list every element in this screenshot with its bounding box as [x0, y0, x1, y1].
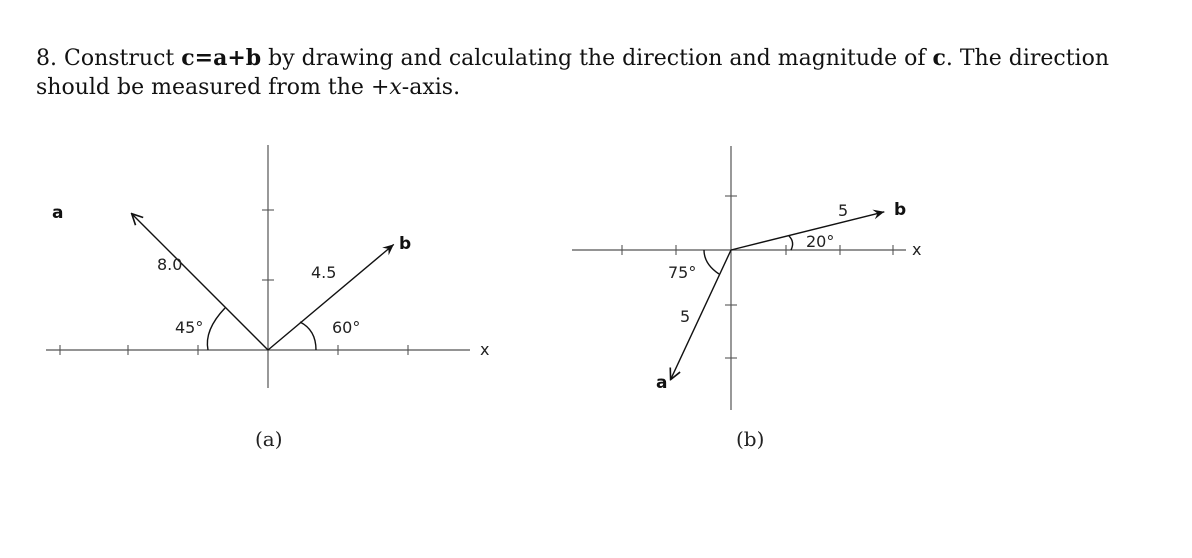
diagram-b-magnitude-b: 5: [838, 201, 849, 220]
equation-c: c=a+b: [181, 45, 262, 71]
problem-text-4: -axis.: [401, 75, 461, 100]
problem-text-3: . The direction should be measured from the: [36, 46, 1109, 100]
problem-number: 8.: [36, 46, 57, 71]
problem-text-2: by drawing and calculating the direction and magnitude of: [268, 46, 926, 71]
diagram-a-angle-arc-a: [207, 308, 225, 350]
vector-c-ref: c: [932, 45, 946, 71]
diagram-b-angle-arc-b: [789, 236, 793, 250]
plus-x: +x: [370, 75, 402, 100]
diagram-a-label-b: b: [399, 234, 412, 254]
diagram-a-angle-a: 45°: [175, 318, 204, 337]
diagram-a-vector-b: [268, 244, 394, 350]
diagram-b-caption: (b): [736, 427, 765, 451]
diagram-a-label-a: a: [52, 203, 64, 223]
diagram-b: [572, 146, 921, 451]
diagram-b-angle-arc-a: [704, 250, 719, 274]
diagram-b-x-label: x: [912, 240, 922, 259]
diagram-b-angle-b: 20°: [806, 232, 835, 251]
diagram-a-angle-b: 60°: [332, 318, 361, 337]
diagram-b-label-b: b: [894, 200, 907, 220]
problem-text-1: Construct: [64, 46, 175, 71]
diagram-a-magnitude-b: 4.5: [311, 263, 337, 282]
diagram-a-magnitude-a: 8.0: [157, 255, 183, 274]
diagram-b-magnitude-a: 5: [680, 307, 691, 326]
diagram-b-angle-a: 75°: [668, 263, 697, 282]
diagram-a-caption: (a): [255, 427, 283, 451]
diagram-a-angle-arc-b: [300, 322, 316, 350]
diagram-a-x-label: x: [480, 340, 490, 359]
diagram-b-label-a: a: [656, 373, 668, 393]
diagram-a: [46, 145, 489, 451]
